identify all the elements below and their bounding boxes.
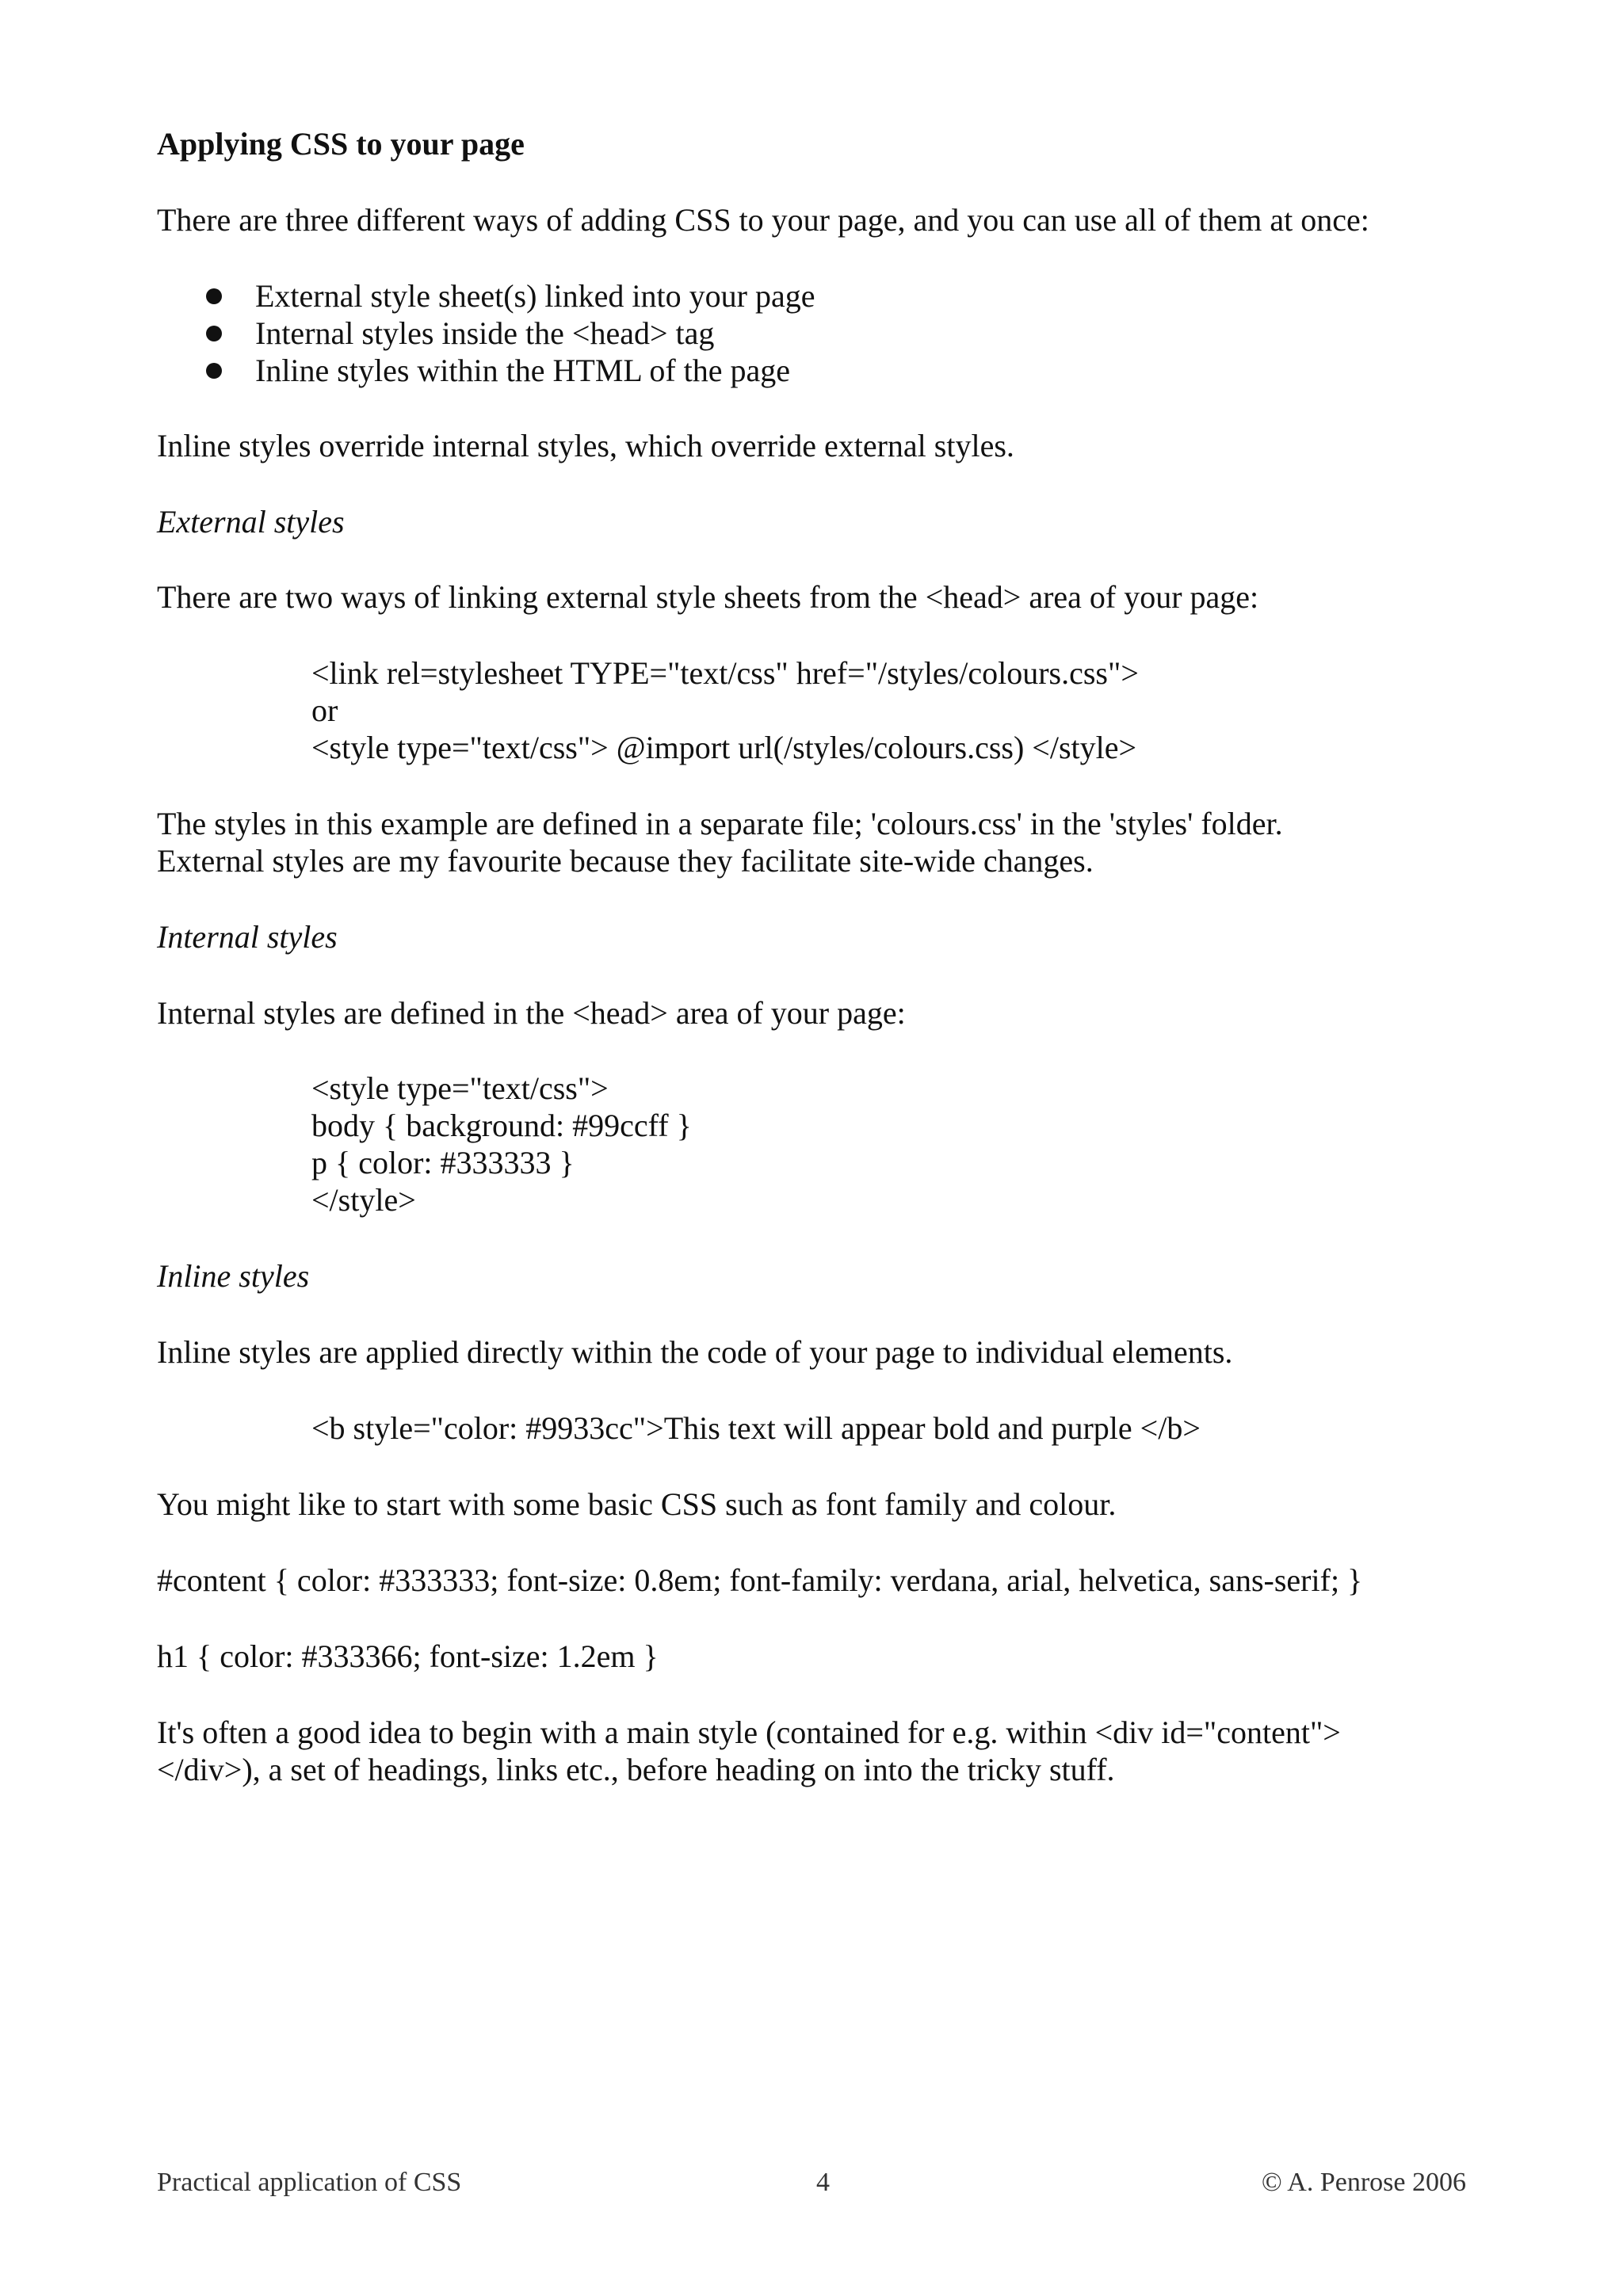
page-number: 4 xyxy=(816,2168,830,2197)
code-line: p { color: #333333 } xyxy=(311,1145,575,1180)
closing-paragraph: </div>), a set of headings, links etc., before heading on into the tricky stuff. xyxy=(157,1752,1115,1787)
basic-css-intro: You might like to start with some basic CSS such as font family and colour. xyxy=(157,1486,1117,1522)
code-line: <style type="text/css"> xyxy=(311,1070,609,1106)
bullet-icon xyxy=(206,288,222,304)
h1-style-example: h1 { color: #333366; font-size: 1.2em } xyxy=(157,1638,659,1674)
inline-styles-title: Inline styles xyxy=(157,1258,310,1294)
page-heading: Applying CSS to your page xyxy=(157,126,525,162)
bullet-icon xyxy=(206,363,222,379)
external-styles-title: External styles xyxy=(157,504,345,540)
code-line: </style> xyxy=(311,1182,416,1218)
internal-styles-title: Internal styles xyxy=(157,919,338,955)
code-line: body { background: #99ccff } xyxy=(311,1108,692,1143)
content-style-example: #content { color: #333333; font-size: 0.8em; font-family: verdana, arial, helvetica, sans-serif; } xyxy=(157,1562,1363,1598)
code-line: <link rel=stylesheet TYPE="text/css" href="/styles/colours.css"> xyxy=(311,655,1139,691)
list-item: Internal styles inside the <head> tag xyxy=(255,315,715,351)
external-styles-note: The styles in this example are defined in a separate file; 'colours.css' in the 'styles' folder. xyxy=(157,806,1283,841)
intro-paragraph: There are three different ways of adding CSS to your page, and you can use all of them at once: xyxy=(157,202,1369,238)
bullet-icon xyxy=(206,326,222,341)
override-note: Inline styles override internal styles, which override external styles. xyxy=(157,428,1014,463)
external-styles-intro: There are two ways of linking external style sheets from the <head> area of your page: xyxy=(157,579,1259,615)
list-item: Inline styles within the HTML of the page xyxy=(255,353,791,388)
code-line: <b style="color: #9933cc">This text will appear bold and purple </b> xyxy=(311,1410,1201,1446)
internal-styles-intro: Internal styles are defined in the <head> area of your page: xyxy=(157,995,906,1031)
external-styles-note: External styles are my favourite because they facilitate site-wide changes. xyxy=(157,843,1094,879)
code-line: <style type="text/css"> @import url(/styles/colours.css) </style> xyxy=(311,730,1137,765)
footer-title: Practical application of CSS xyxy=(157,2168,462,2197)
footer-copyright: © A. Penrose 2006 xyxy=(1261,2168,1466,2197)
closing-paragraph: It's often a good idea to begin with a main style (contained for e.g. within <div id="content"> xyxy=(157,1714,1341,1750)
inline-styles-intro: Inline styles are applied directly within the code of your page to individual elements. xyxy=(157,1334,1233,1370)
code-line: or xyxy=(311,692,338,728)
list-item: External style sheet(s) linked into your page xyxy=(255,278,815,314)
